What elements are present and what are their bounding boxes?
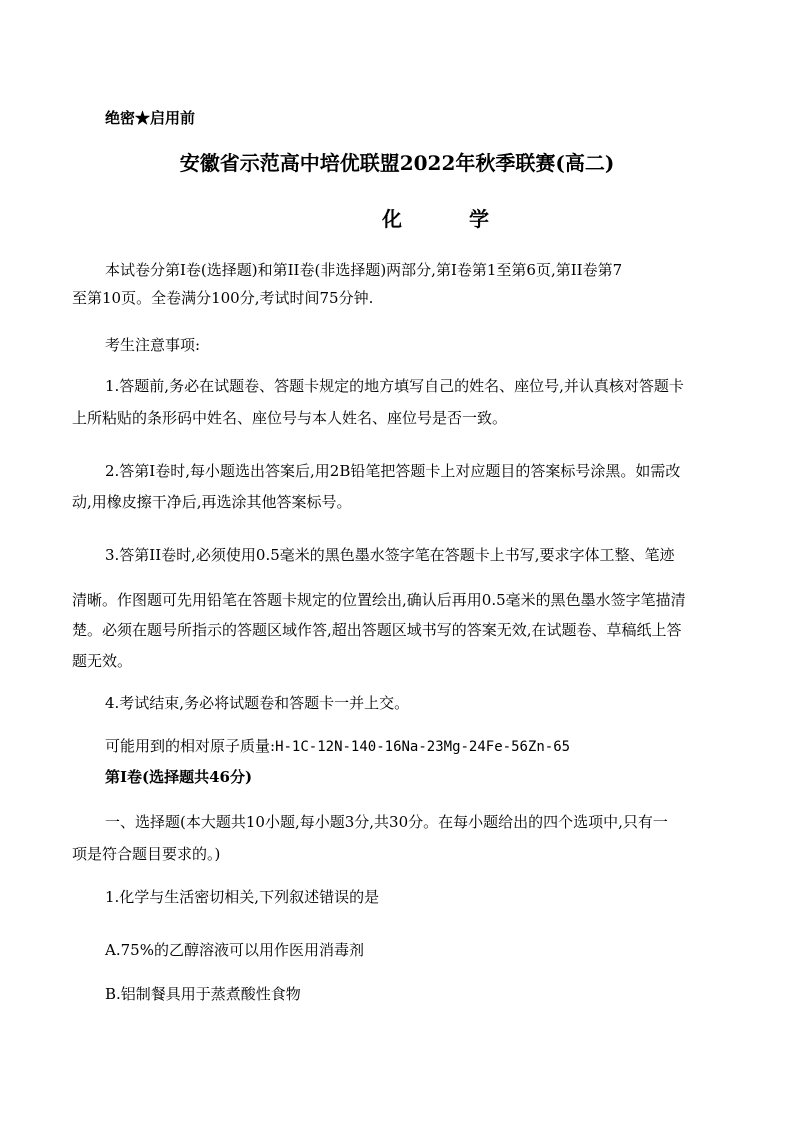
secret-mark: 绝密★启用前: [105, 109, 196, 127]
note-1-line-2: 上所粘贴的条形码中姓名、座位号与本人姓名、座位号是否一致。: [72, 409, 508, 427]
note-1-line-1: 1.答题前,务必在试题卷、答题卡规定的地方填写自己的姓名、座位号,并认真核对答题卡: [105, 377, 684, 395]
atomic-masses: [105, 736, 570, 757]
note-3-line-4: 题无效。: [72, 652, 133, 670]
question-1-stem: 1.化学与生活密切相关,下列叙述错误的是: [105, 888, 380, 906]
intro-line-2: 至第10页。全卷满分100分,考试时间75分钟.: [72, 289, 374, 307]
note-3-line-2: 清晰。作图题可先用铅笔在答题卡规定的位置绘出,确认后再用0.5毫米的黑色墨水签字笔描清: [72, 591, 686, 609]
atomic-masses-values: H-1C-12N-140-16Na-23Mg-24Fe-56Zn-65: [275, 739, 571, 755]
section-1-instructions-line-2: 项是符合题目要求的。): [72, 845, 221, 863]
note-3-line-3: 楚。必须在题号所指示的答题区域作答,超出答题区域书写的答案无效,在试题卷、草稿纸上答: [72, 621, 682, 639]
section-1-instructions-line-1: 一、选择题(本大题共10小题,每小题3分,共30分。在每小题给出的四个选项中,只有一: [105, 813, 668, 831]
intro-line-1: 本试卷分第I卷(选择题)和第II卷(非选择题)两部分,第I卷第1至第6页,第II卷第7: [105, 261, 623, 279]
section-1-heading: 第I卷(选择题共46分): [105, 768, 253, 786]
atomic-masses-label: 可能用到的相对原子质量:: [105, 737, 276, 755]
note-2-line-2: 动,用橡皮擦干净后,再选涂其他答案标号。: [72, 493, 352, 511]
subject-title: 化 学: [382, 207, 519, 231]
question-1-option-a: A.75%的乙醇溶液可以用作医用消毒剂: [105, 941, 364, 959]
exam-title: 安徽省示范高中培优联盟2022年秋季联赛(高二): [179, 151, 615, 175]
note-3-line-1: 3.答第II卷时,必须使用0.5毫米的黑色墨水签字笔在答题卡上书写,要求字体工整、笔迹: [105, 546, 675, 564]
note-2-line-1: 2.答第I卷时,每小题选出答案后,用2B铅笔把答题卡上对应题目的答案标号涂黑。如需改: [105, 462, 681, 480]
notes-heading: 考生注意事项:: [105, 336, 201, 354]
question-1-option-b: B.铝制餐具用于蒸煮酸性食物: [105, 985, 301, 1003]
note-4: 4.考试结束,务必将试题卷和答题卡一并上交。: [105, 694, 410, 712]
